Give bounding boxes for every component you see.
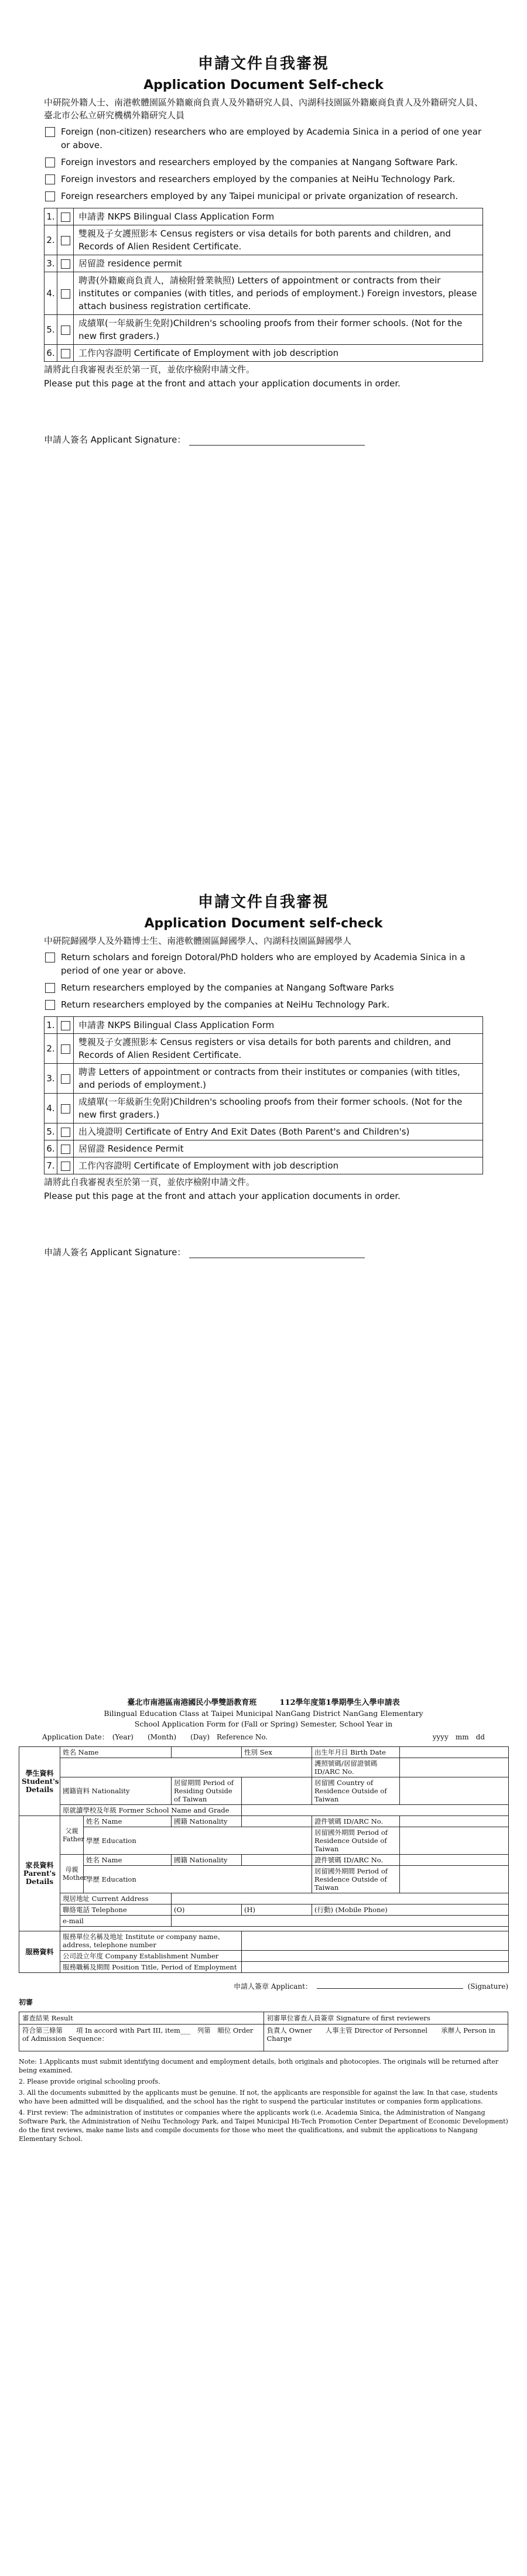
page-2 (0, 837, 527, 1674)
option-label: Foreign investors and researchers employed by the companies at NeiHu Technology Park. (61, 174, 456, 184)
checkbox-cell[interactable] (57, 345, 74, 362)
form-header (19, 1698, 508, 1729)
checkbox[interactable] (45, 174, 55, 184)
checkbox[interactable] (45, 1000, 55, 1010)
review-body-row (19, 2025, 508, 2051)
former-school-label: 原就讀學校及年級 Former School Name and Grade (60, 1805, 242, 1816)
intro-text: 中研院外籍人士、南港軟體園區外籍廠商負責人及外籍研究人員、內湖科技園區外籍廠商負責人及外籍研究人員、臺北市公私立研究機構外籍研究人員 (44, 97, 484, 121)
father-id-field[interactable] (400, 1816, 509, 1827)
checklist-row (45, 272, 483, 315)
applicant-signature-row (19, 1981, 508, 1991)
employment-row-2 (19, 1951, 509, 1962)
checklist-row (45, 1157, 483, 1174)
application-form (19, 1698, 508, 2146)
signature-row (44, 433, 483, 446)
signature-label: 申請人簽名 Applicant Signature： (44, 1247, 186, 1258)
checkbox-cell[interactable] (57, 208, 74, 225)
father-label: 父親 Father (60, 1816, 84, 1855)
date-format-hint: yyyy mm dd (432, 1733, 485, 1741)
option-row[interactable] (44, 951, 483, 978)
father-row-2 (19, 1827, 509, 1855)
father-nationality-field[interactable] (242, 1816, 312, 1827)
employment-row-3 (19, 1962, 509, 1973)
established-field[interactable] (242, 1951, 509, 1962)
item-number: 3. (45, 255, 57, 272)
checkbox[interactable] (61, 236, 70, 245)
item-number: 2. (45, 225, 57, 255)
checkbox[interactable] (61, 1044, 70, 1054)
option-label: Return researchers employed by the companies at NeiHu Technology Park. (61, 999, 390, 1010)
applicant-details-table (19, 1746, 509, 1973)
tel-home-label: (H) (242, 1904, 312, 1916)
checkbox-cell[interactable] (57, 315, 74, 345)
reviewer-roles: 負責人 Owner 人事主管 Director of Personnel 承辦人 Person in Charge (264, 2025, 508, 2051)
option-row[interactable] (44, 190, 483, 203)
note-3: 3. All the documents submitted by the applicants must be genuine. If not, the applicants are responsible for against the law. In that case, students who have been admitted will be disqualified, and the school has the right to suspend the particular institutes or companies form applications. (19, 2089, 498, 2105)
student-period-label: 居留期間 Period of Residing Outside of Taiwan (172, 1777, 242, 1805)
student-name-label: 姓名 Name (60, 1747, 172, 1758)
checkbox[interactable] (45, 157, 55, 167)
self-check-sheet-2 (44, 890, 483, 1258)
checkbox-cell[interactable] (57, 1017, 74, 1034)
checkbox[interactable] (61, 349, 70, 358)
document-checklist (44, 208, 483, 362)
tel-mobile-label: (行動) (Mobile Phone) (312, 1904, 509, 1916)
checkbox[interactable] (61, 1162, 70, 1171)
checkbox-cell[interactable] (57, 1034, 74, 1064)
student-row-1 (19, 1747, 509, 1758)
checklist-row (45, 255, 483, 272)
page-title-zh: 申請文件自我審視 (197, 55, 329, 73)
address-field[interactable] (172, 1893, 509, 1904)
checkbox[interactable] (45, 191, 55, 201)
student-row-4 (19, 1805, 509, 1816)
review-result-title: 審查結果 Result (19, 2012, 264, 2025)
item-number: 7. (45, 1157, 57, 1174)
institute-label: 服務單位名稱及地址 Institute or company name、address, telephone number (60, 1931, 242, 1951)
checklist-row (45, 1017, 483, 1034)
note-zh: 請將此自我審視表至於第一頁，並依序檢附申請文件。 (44, 1177, 255, 1187)
checkbox[interactable] (61, 1145, 70, 1154)
father-row-1 (19, 1816, 509, 1827)
address-label: 現居地址 Current Address (60, 1893, 172, 1904)
page-1 (0, 0, 527, 837)
item-number: 1. (45, 208, 57, 225)
student-name-field-2[interactable] (60, 1758, 312, 1777)
checkbox[interactable] (61, 289, 70, 299)
option-row[interactable] (44, 156, 483, 169)
item-number: 3. (45, 1064, 57, 1094)
checkbox[interactable] (61, 1021, 70, 1030)
student-group-label: 學生資料 Student's Details (19, 1747, 60, 1816)
review-table (19, 2012, 508, 2051)
checkbox[interactable] (61, 259, 70, 269)
applicant-signature-label: 申請人簽章 Applicant： (234, 1982, 312, 1991)
item-text: 成績單(一年級新生免附)Children's schooling proofs from their former schools. (Not for the new first graders.) (74, 315, 483, 345)
parents-group-label: 家長資料 Parent's Details (19, 1816, 60, 1931)
father-name-label: 姓名 Name (84, 1816, 172, 1827)
established-label: 公司設立年度 Company Establishment Number (60, 1951, 242, 1962)
student-row-2 (19, 1758, 509, 1777)
tel-office-label: (O) (172, 1904, 242, 1916)
father-education-label: 學歷 Education (84, 1827, 312, 1855)
reviewer-signature-title: 初審單位審查人員簽章 Signature of first reviewers (264, 2012, 508, 2025)
student-birth-field[interactable] (400, 1747, 509, 1758)
item-text: 聘書 Letters of appointment or contracts from their institutes or companies (with titles, and periods of employment.) (74, 1064, 483, 1094)
item-text: 聘書(外籍廠商負責人，請檢附營業執照) Letters of appointment or contracts from their institutes or companies (with titles, and periods of employment.) Foreign investors, please attach business registration certificate. (74, 272, 483, 315)
checkbox-cell[interactable] (57, 1157, 74, 1174)
mother-label: 母親 Mother (60, 1855, 84, 1893)
employment-row-1 (19, 1931, 509, 1951)
item-text: 雙親及子女護照影本 Census registers or visa details for both parents and children, and Records of Alien Resident Certificate. (74, 225, 483, 255)
father-nationality-label: 國籍 Nationality (172, 1816, 242, 1827)
item-text: 居留證 residence permit (74, 255, 483, 272)
option-row[interactable] (44, 981, 483, 995)
checkbox-cell[interactable] (57, 1064, 74, 1094)
checkbox[interactable] (61, 326, 70, 335)
mother-row-2 (19, 1866, 509, 1893)
telephone-row (19, 1904, 509, 1916)
page-title-en: Application Document self-check (144, 916, 383, 931)
checklist-row (45, 1140, 483, 1157)
option-label: Foreign investors and researchers employed by the companies at Nangang Software Park. (61, 157, 458, 167)
student-birth-label: 出生年月日 Birth Date (312, 1747, 400, 1758)
item-text: 工作內容證明 Certificate of Employment with job description (74, 1157, 483, 1174)
option-label: Return scholars and foreign Dotoral/PhD holders who are employed by Academia Sinica in a period of one year or above. (61, 952, 466, 976)
checkbox-cell[interactable] (57, 225, 74, 255)
institute-field[interactable] (242, 1931, 509, 1951)
checklist-row (45, 315, 483, 345)
checkbox[interactable] (61, 1128, 70, 1137)
checkbox[interactable] (45, 953, 55, 962)
employment-group-label: 服務資料 (19, 1931, 60, 1973)
review-label: 初審 (19, 1998, 33, 2006)
checkbox[interactable] (61, 1074, 70, 1084)
blank-cell (60, 1927, 509, 1931)
item-number: 6. (45, 1140, 57, 1157)
applicant-signature-line[interactable] (317, 1988, 463, 1989)
application-date-label: Application Date： (Year) (Month) (Day) Reference No. (42, 1733, 268, 1741)
option-label: Return researchers employed by the companies at Nangang Software Parks (61, 982, 394, 993)
father-period-label: 居留國外期間 Period of Residence Outside of Taiwan (312, 1827, 400, 1855)
item-text: 居留證 Residence Permit (74, 1140, 483, 1157)
position-field[interactable] (242, 1962, 509, 1973)
item-number: 4. (45, 272, 57, 315)
note-2: 2. Please provide original schooling proofs. (19, 2078, 160, 2085)
review-header-row (19, 2012, 508, 2025)
student-nationality-label: 國籍資料 Nationality (60, 1777, 172, 1805)
mother-nationality-field[interactable] (242, 1855, 312, 1866)
mother-id-label: 證件號碼 ID/ARC No. (312, 1855, 400, 1866)
form-header-en-1: Bilingual Education Class at Taipei Municipal NanGang District NanGang Elementary (104, 1709, 423, 1718)
signature-line[interactable] (189, 435, 365, 446)
intro-text: 中研院歸國學人及外籍博士生、南港軟體園區歸國學人、內湖科技園區歸國學人 (44, 936, 352, 946)
option-label: Foreign (non-citizen) researchers who are employed by Academia Sinica in a period of one year or above. (61, 126, 482, 150)
checkbox-cell[interactable] (57, 1123, 74, 1140)
checkbox-cell[interactable] (57, 272, 74, 315)
applicant-signature-hint: (Signature) (467, 1982, 508, 1991)
checklist-row (45, 345, 483, 362)
item-text: 申請書 NKPS Bilingual Class Application Form (74, 1017, 483, 1034)
review-result-body: 符合第三條第 項 In accord with Part III, item___ 列第 順位 Order of Admission Sequence： (19, 2025, 264, 2051)
page-3 (0, 1674, 527, 2576)
position-label: 服務職稱及期間 Position Title, Period of Employment (60, 1962, 242, 1973)
father-period-field[interactable] (400, 1827, 509, 1855)
checklist-row (45, 1064, 483, 1094)
spacer-row (19, 1927, 509, 1931)
note-en: Please put this page at the front and attach your application documents in order. (44, 1191, 401, 1201)
note-1: Note: 1.Applicants must submit identifying document and employment details, both originals and photocopies. The originals will be returned after being examined. (19, 2058, 499, 2074)
item-text: 雙親及子女護照影本 Census registers or visa details for both parents and children, and Records of Alien Resident Certificate. (74, 1034, 483, 1064)
mother-name-label: 姓名 Name (84, 1855, 172, 1866)
option-row[interactable] (44, 998, 483, 1012)
student-name-field[interactable] (172, 1747, 242, 1758)
mother-nationality-label: 國籍 Nationality (172, 1855, 242, 1866)
email-label: e-mail (60, 1916, 172, 1927)
student-period-field[interactable] (242, 1777, 312, 1805)
checkbox-cell[interactable] (57, 255, 74, 272)
former-school-field[interactable] (242, 1805, 509, 1816)
note-zh: 請將此自我審視表至於第一頁，並依序檢附申請文件。 (44, 364, 255, 375)
address-row (19, 1893, 509, 1904)
application-date-row (19, 1732, 508, 1742)
mother-education-label: 學歷 Education (84, 1866, 312, 1893)
checkbox-cell[interactable] (57, 1140, 74, 1157)
note-en: Please put this page at the front and attach your application documents in order. (44, 378, 401, 389)
checkbox-cell[interactable] (57, 1094, 74, 1123)
item-text: 申請書 NKPS Bilingual Class Application Form (74, 208, 483, 225)
form-header-zh: 臺北市南港區南港國民小學雙語教育班 112學年度第1學期學生入學申請表 (127, 1698, 400, 1707)
student-country-label: 居留國 Country of Residence Outside of Taiwan (312, 1777, 400, 1805)
checklist-row (45, 1094, 483, 1123)
checkbox[interactable] (45, 127, 55, 137)
father-id-label: 證件號碼 ID/ARC No. (312, 1816, 400, 1827)
item-number: 2. (45, 1034, 57, 1064)
checkbox[interactable] (61, 213, 70, 222)
signature-label: 申請人簽名 Applicant Signature： (44, 434, 186, 445)
student-id-label: 護照號碼/居留證號碼 ID/ARC No. (312, 1758, 400, 1777)
item-number: 4. (45, 1094, 57, 1123)
checkbox[interactable] (61, 1104, 70, 1114)
email-field[interactable] (172, 1916, 509, 1927)
item-number: 1. (45, 1017, 57, 1034)
form-header-en-2: School Application Form for (Fall or Spring) Semester, School Year in (134, 1719, 393, 1728)
mother-period-field[interactable] (400, 1866, 509, 1893)
page-title-zh: 申請文件自我審視 (197, 893, 329, 911)
checklist-row (45, 1034, 483, 1064)
checkbox[interactable] (45, 983, 55, 993)
item-text: 出入境證明 Certificate of Entry And Exit Dates (Both Parent's and Children's) (74, 1123, 483, 1140)
student-row-3 (19, 1777, 509, 1805)
checklist-row (45, 225, 483, 255)
signature-line[interactable] (189, 1248, 365, 1258)
item-number: 6. (45, 345, 57, 362)
item-text: 工作內容證明 Certificate of Employment with job description (74, 345, 483, 362)
mother-id-field[interactable] (400, 1855, 509, 1866)
item-text: 成績單(一年級新生免附)Children's schooling proofs from their former schools. (Not for the new first graders.) (74, 1094, 483, 1123)
form-notes (19, 2057, 508, 2143)
item-number: 5. (45, 315, 57, 345)
email-row (19, 1916, 509, 1927)
option-label: Foreign researchers employed by any Taipei municipal or private organization of research. (61, 191, 458, 201)
student-sex-label: 性別 Sex (242, 1747, 312, 1758)
document-checklist (44, 1016, 483, 1174)
checklist-row (45, 1123, 483, 1140)
signature-row (44, 1246, 483, 1258)
mother-row-1 (19, 1855, 509, 1866)
student-id-field[interactable] (400, 1758, 509, 1777)
option-row[interactable] (44, 125, 483, 152)
item-number: 5. (45, 1123, 57, 1140)
option-row[interactable] (44, 173, 483, 186)
page-title-en: Application Document Self-check (143, 78, 384, 93)
telephone-label: 聯絡電話 Telephone (60, 1904, 172, 1916)
note-4: 4. First review: The administration of institutes or companies where the applicants work (i.e. Academia Sinica, the Administration of Nangang Software Park, the Administration of Neihu Technology Park, and Taipei Municipal Hi-Tech Promotion Center Department of Economic Development) do the first reviews, make name lists and compile documents for those who meet the qualifications, and submit the applications to Nangang Elementary School. (19, 2109, 508, 2143)
checklist-row (45, 208, 483, 225)
mother-period-label: 居留國外期間 Period of Residence Outside of Taiwan (312, 1866, 400, 1893)
student-country-field[interactable] (400, 1777, 509, 1805)
self-check-sheet-1 (44, 52, 483, 446)
